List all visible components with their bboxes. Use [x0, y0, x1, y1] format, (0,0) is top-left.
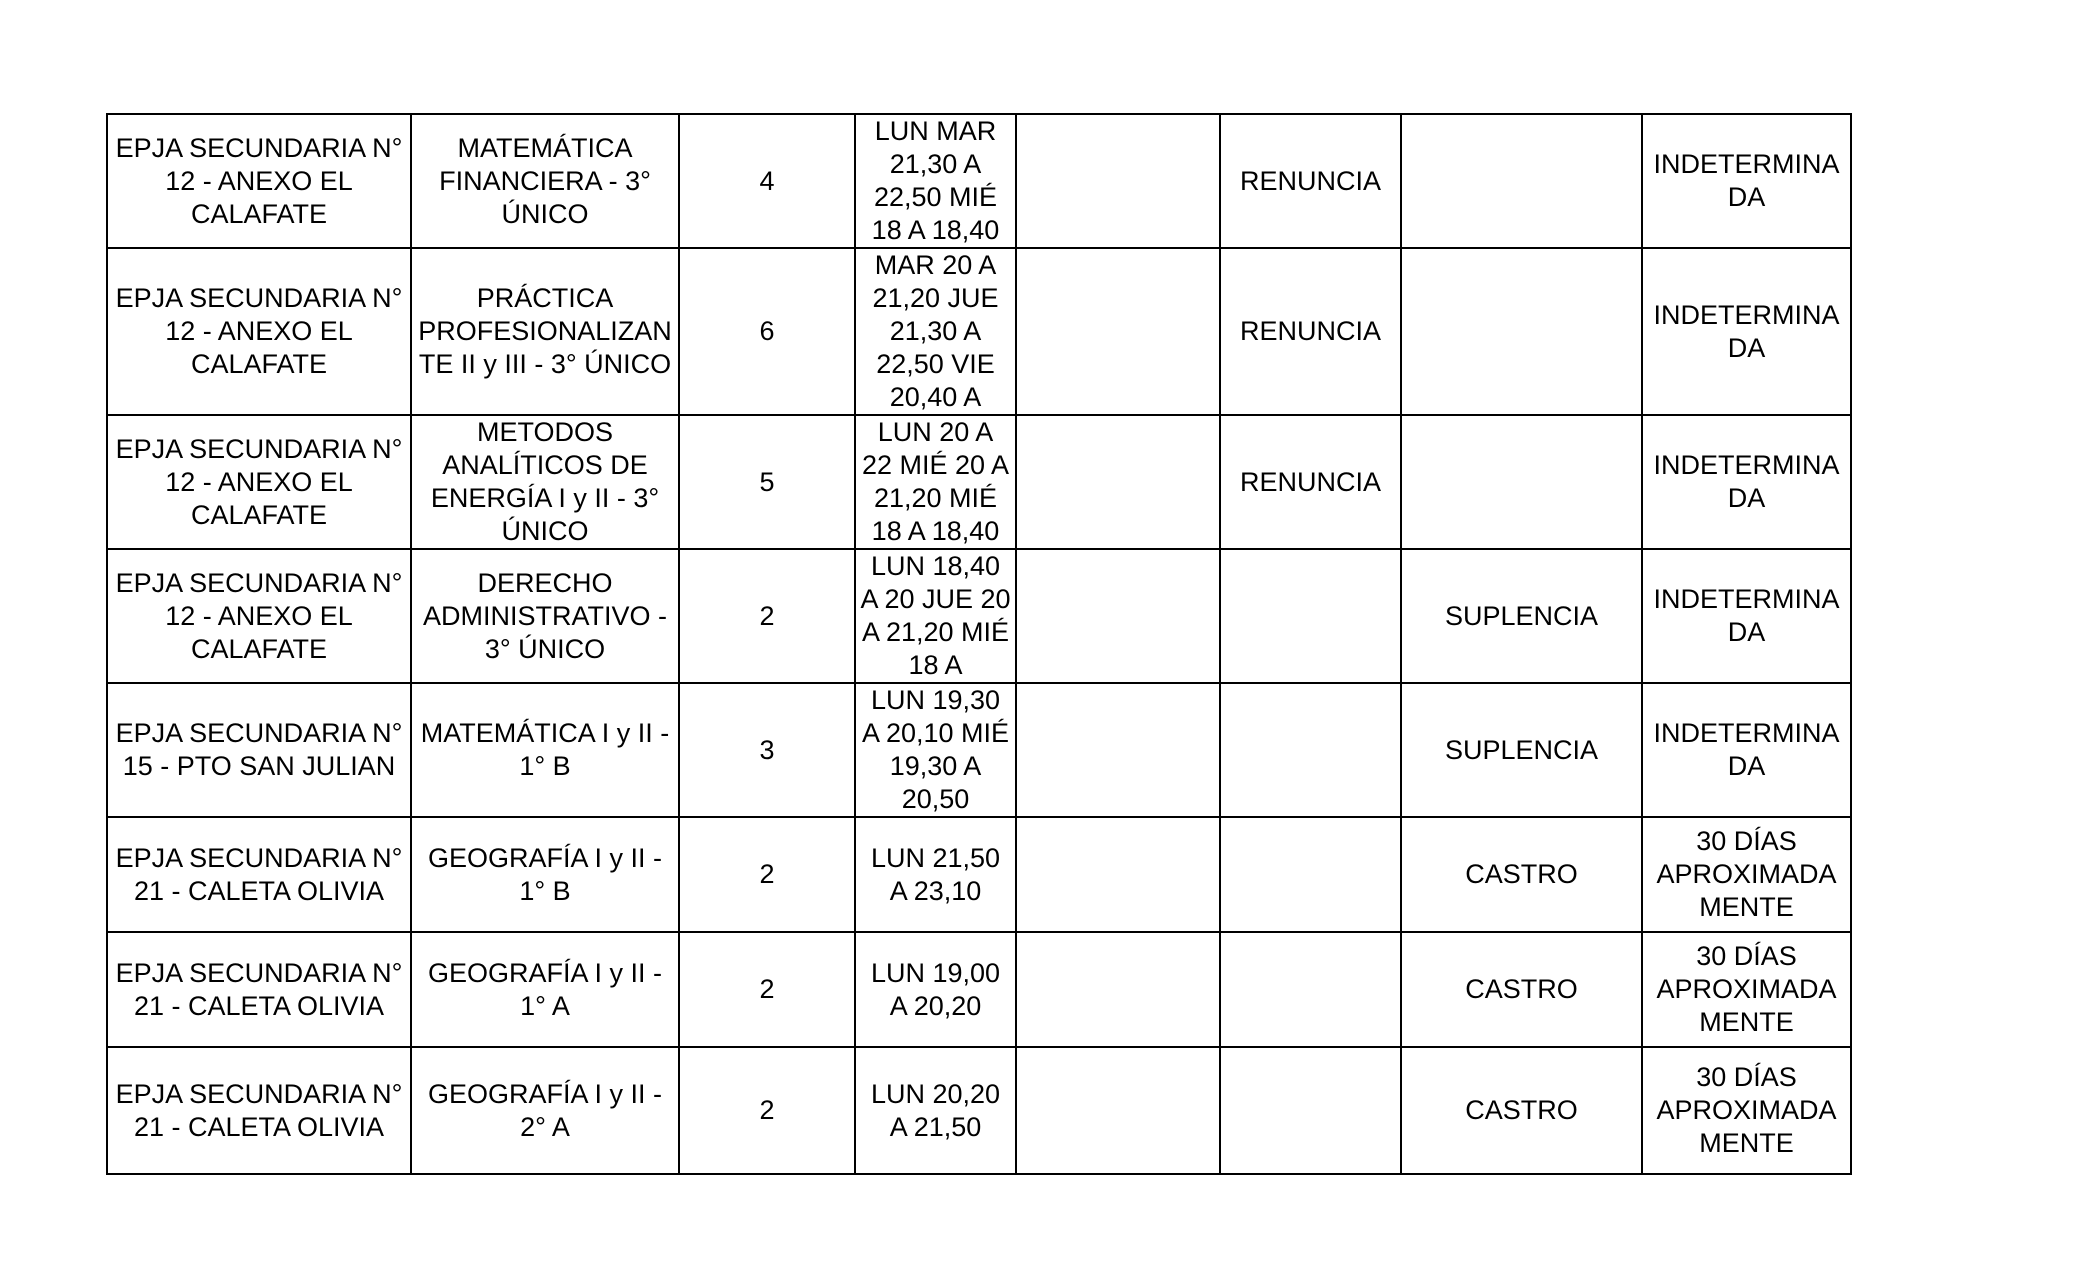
table-row [107, 817, 1851, 932]
duration-cell: 30 DÍAS APROXIMADAMENTE [1642, 1047, 1851, 1174]
subject-cell: PRÁCTICA PROFESIONALIZANTE II y III - 3° ÚNICO [411, 248, 679, 415]
schedule-cell: LUN 18,40 A 20 JUE 20 A 21,20 MIÉ 18 A [855, 549, 1016, 683]
duration-cell: 30 DÍAS APROXIMADAMENTE [1642, 817, 1851, 932]
hours-cell: 2 [679, 549, 855, 683]
type-cell [1401, 114, 1642, 248]
school-cell: EPJA SECUNDARIA N° 21 - CALETA OLIVIA [107, 817, 411, 932]
vacancy-table [106, 113, 1852, 1175]
table-row [107, 415, 1851, 549]
hours-cell: 3 [679, 683, 855, 817]
type-cell [1401, 415, 1642, 549]
subject-cell: DERECHO ADMINISTRATIVO - 3° ÚNICO [411, 549, 679, 683]
schedule-cell: LUN 19,30 A 20,10 MIÉ 19,30 A 20,50 [855, 683, 1016, 817]
duration-cell: INDETERMINADA [1642, 549, 1851, 683]
type-cell: CASTRO [1401, 932, 1642, 1047]
duration-cell: INDETERMINADA [1642, 415, 1851, 549]
empty-cell [1016, 683, 1220, 817]
reason-cell [1220, 549, 1401, 683]
hours-cell: 2 [679, 932, 855, 1047]
schedule-cell: LUN 21,50 A 23,10 [855, 817, 1016, 932]
table-row [107, 248, 1851, 415]
empty-cell [1016, 1047, 1220, 1174]
hours-cell: 4 [679, 114, 855, 248]
empty-cell [1016, 114, 1220, 248]
empty-cell [1016, 549, 1220, 683]
table-row [107, 932, 1851, 1047]
duration-cell: INDETERMINADA [1642, 114, 1851, 248]
empty-cell [1016, 248, 1220, 415]
reason-cell: RENUNCIA [1220, 415, 1401, 549]
schedule-cell: LUN 20,20 A 21,50 [855, 1047, 1016, 1174]
school-cell: EPJA SECUNDARIA N° 12 - ANEXO EL CALAFATE [107, 549, 411, 683]
type-cell: SUPLENCIA [1401, 683, 1642, 817]
hours-cell: 5 [679, 415, 855, 549]
subject-cell: MATEMÁTICA FINANCIERA - 3° ÚNICO [411, 114, 679, 248]
subject-cell: GEOGRAFÍA I y II - 1° B [411, 817, 679, 932]
schedule-cell: LUN MAR 21,30 A 22,50 MIÉ 18 A 18,40 [855, 114, 1016, 248]
schedule-cell: LUN 19,00 A 20,20 [855, 932, 1016, 1047]
subject-cell: METODOS ANALÍTICOS DE ENERGÍA I y II - 3° ÚNICO [411, 415, 679, 549]
reason-cell: RENUNCIA [1220, 248, 1401, 415]
table-row [107, 114, 1851, 248]
type-cell: CASTRO [1401, 1047, 1642, 1174]
hours-cell: 6 [679, 248, 855, 415]
schedule-cell: MAR 20 A 21,20 JUE 21,30 A 22,50 VIE 20,40 A [855, 248, 1016, 415]
subject-cell: MATEMÁTICA I y II - 1° B [411, 683, 679, 817]
reason-cell [1220, 1047, 1401, 1174]
duration-cell: INDETERMINADA [1642, 683, 1851, 817]
reason-cell: RENUNCIA [1220, 114, 1401, 248]
vacancy-table-sheet [106, 113, 1850, 1175]
empty-cell [1016, 932, 1220, 1047]
empty-cell [1016, 817, 1220, 932]
school-cell: EPJA SECUNDARIA N° 21 - CALETA OLIVIA [107, 1047, 411, 1174]
reason-cell [1220, 817, 1401, 932]
table-row [107, 683, 1851, 817]
subject-cell: GEOGRAFÍA I y II - 2° A [411, 1047, 679, 1174]
school-cell: EPJA SECUNDARIA N° 21 - CALETA OLIVIA [107, 932, 411, 1047]
school-cell: EPJA SECUNDARIA N° 15 - PTO SAN JULIAN [107, 683, 411, 817]
table-row [107, 1047, 1851, 1174]
type-cell [1401, 248, 1642, 415]
type-cell: CASTRO [1401, 817, 1642, 932]
type-cell: SUPLENCIA [1401, 549, 1642, 683]
subject-cell: GEOGRAFÍA I y II - 1° A [411, 932, 679, 1047]
reason-cell [1220, 932, 1401, 1047]
table-row [107, 549, 1851, 683]
hours-cell: 2 [679, 817, 855, 932]
duration-cell: INDETERMINADA [1642, 248, 1851, 415]
reason-cell [1220, 683, 1401, 817]
hours-cell: 2 [679, 1047, 855, 1174]
schedule-cell: LUN 20 A 22 MIÉ 20 A 21,20 MIÉ 18 A 18,40 [855, 415, 1016, 549]
empty-cell [1016, 415, 1220, 549]
duration-cell: 30 DÍAS APROXIMADAMENTE [1642, 932, 1851, 1047]
school-cell: EPJA SECUNDARIA N° 12 - ANEXO EL CALAFATE [107, 248, 411, 415]
school-cell: EPJA SECUNDARIA N° 12 - ANEXO EL CALAFATE [107, 415, 411, 549]
school-cell: EPJA SECUNDARIA N° 12 - ANEXO EL CALAFATE [107, 114, 411, 248]
